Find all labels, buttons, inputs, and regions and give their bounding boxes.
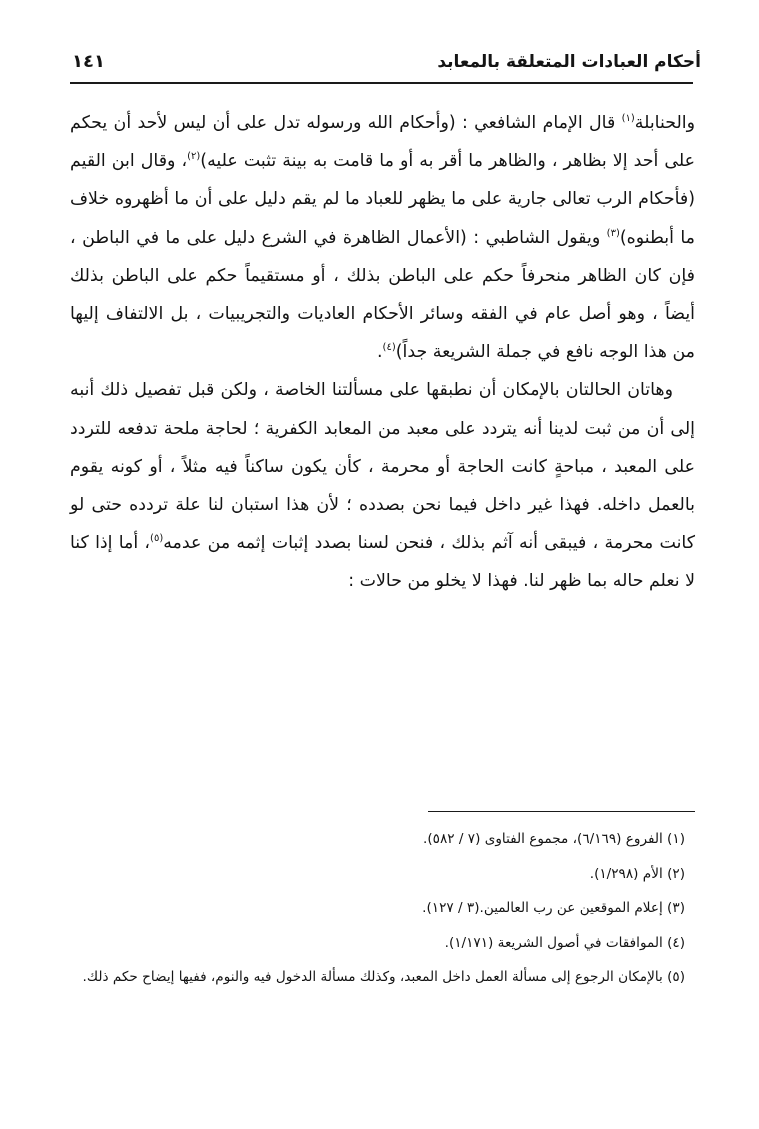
header-divider: [70, 82, 693, 84]
footnote-4: (٤) الموافقات في أصول الشريعة (١/١٧١).: [444, 934, 685, 951]
paragraph: [70, 371, 695, 600]
text-run: وهاتان الحالتان بالإمكان أن نطبقها على مسألتنا الخاصة ، ولكن قبل تفصيل ذلك أنبه إلى أن من ثبت لدينا أنه يتردد على معبد من المعابد الكفرية ؛ لحاجة ملحة تدفعه للتردد على المعبد ، مباحةٍ كانت الحاجة أو محرمة ، كأن يكون ساكناً فيه مثلاً ، أو كونه يقوم بالعمل داخله. فهذا غير داخل فيما نحن بصدده ؛ لأن هذا استبان لنا علة تردده حتى لو كانت محرمة ، فيبقى أنه آثم بذلك ، فنحن لسنا بصدد إثبات إثمه من عدمه: [70, 380, 695, 554]
footnote-marker: (٥): [150, 533, 164, 545]
footnote-marker: (٤): [382, 342, 396, 354]
text-run: قال الإمام الشافعي : (وأحكام الله ورسوله تدل على أن ليس لأحد أن يحكم على أحد إلا بظاهر ، والظاهر ما أقر به أو ما قامت به بينة تثبت عليه): [70, 113, 695, 172]
text-run: ، أما إذا كنا لا نعلم حاله بما ظهر لنا. فهذا لا يخلو من حالات :: [70, 533, 695, 592]
footnote-marker: (١): [621, 113, 635, 125]
footnote-marker: (٣): [606, 227, 620, 239]
main-text: [70, 104, 695, 601]
text-run: ، وقال ابن القيم (فأحكام الرب تعالى جارية على ما يظهر للعباد ما لم يقم دليل على أن ما أظهروه خلاف ما أبطنوه): [70, 151, 695, 248]
text-run: ويقول الشاطبي : (الأعمال الظاهرة في الشرع دليل على ما في الباطن ، فإن كان الظاهر منحرفاً حكم على الباطن بذلك ، أو مستقيماً حكم على الباطن بذلك أيضاً ، وهو أصل عام في الفقه وسائر الأحكام العاديات والتجريبيات ، بل الالتفاف إليها من هذا الوجه نافع في جملة الشريعة جداً): [70, 227, 695, 363]
paragraph: [70, 104, 695, 371]
footnote-2: (٢) الأم (١/٢٩٨).: [589, 865, 685, 882]
page-number: ١٤١: [72, 51, 105, 72]
footnote-5: (٥) بالإمكان الرجوع إلى مسألة العمل داخل المعبد، وكذلك مسألة الدخول فيه والنوم، ففيها إيضاح حكم ذلك.: [82, 969, 685, 985]
text-run: والحنابلة: [634, 113, 695, 133]
footnote-1: (١) الفروع (٦/١٦٩)، مجموع الفتاوى (٧ / ٥٨٢).: [423, 831, 685, 847]
footnote-3: (٣) إعلام الموقعين عن رب العالمين.(٣ / ١٢٧).: [422, 900, 685, 916]
footnotes: [80, 822, 685, 995]
footnote-separator: [428, 811, 695, 812]
footnote-marker: (٢): [187, 151, 201, 163]
running-header-title: أحكام العبادات المتعلقة بالمعابد: [437, 52, 701, 72]
text-run: .: [377, 342, 383, 363]
